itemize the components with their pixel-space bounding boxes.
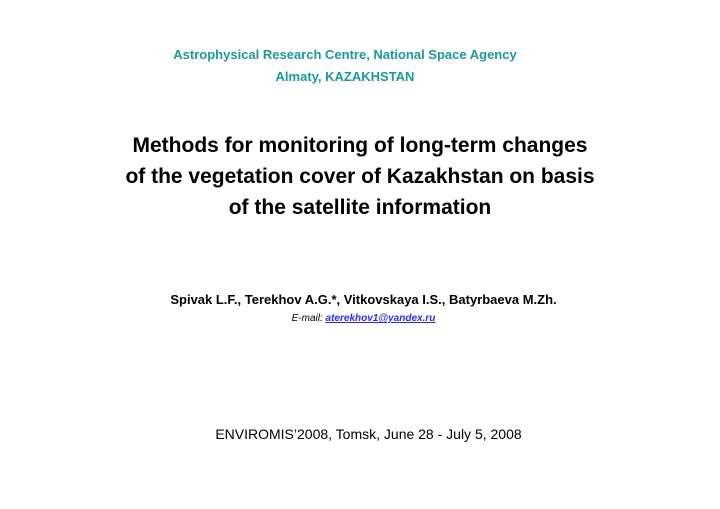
email-line [0,313,720,324]
title-line-2: of the vegetation cover of Kazakhstan on basis [125,165,595,188]
title-line-3: of the satellite information [228,196,492,219]
slide-title [60,130,660,223]
author-list: Spivak L.F., Terekhov A.G.*, Vitkovskaya I.S., Batyrbaeva M.Zh. [170,292,557,307]
affiliation-line-2: Almaty, KAZAKHSTAN [275,69,415,84]
email-label: E-mail: [291,313,323,324]
affiliation-line-1: Astrophysical Research Centre, National Space Agency [173,47,517,62]
conference-info: ENVIROMIS’2008, Tomsk, June 28 - July 5, 2008 [215,426,522,442]
title-line-1: Methods for monitoring of long-term changes [132,134,588,157]
email-link[interactable]: aterekhov1@yandex.ru [325,313,436,324]
